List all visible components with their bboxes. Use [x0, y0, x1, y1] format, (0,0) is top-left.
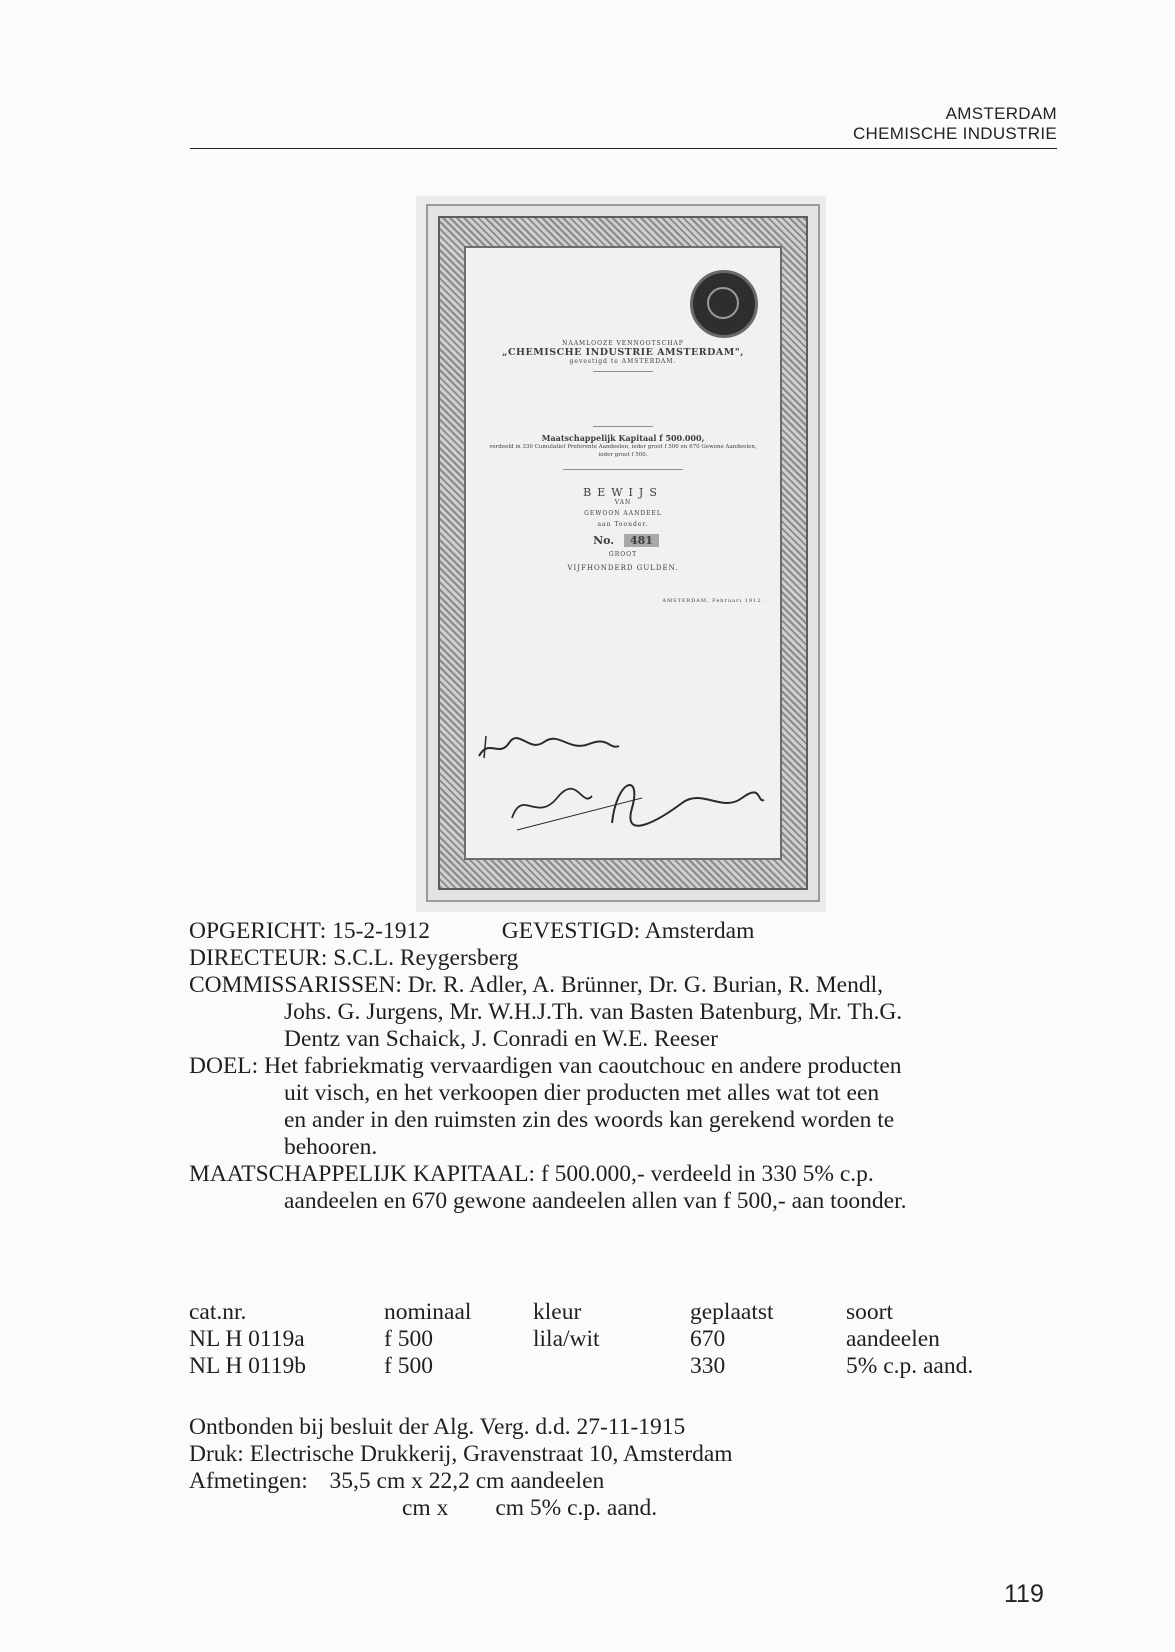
commissarissen-names-3: Dentz van Schaick, J. Conradi en W.E. Reeser — [284, 1026, 718, 1052]
commissarissen-block — [189, 972, 1069, 1053]
cert-amount: VIJFHONDERD GULDEN. — [567, 564, 679, 572]
directeur-line — [189, 945, 1069, 972]
gevestigd-value: Amsterdam — [644, 918, 755, 944]
commissarissen-names-2: Johs. G. Jurgens, Mr. W.H.J.Th. van Basten Batenburg, Mr. Th.G. — [284, 999, 903, 1025]
founding-line — [189, 918, 1069, 945]
cert-number-line — [466, 534, 780, 547]
certificate-body — [464, 246, 782, 860]
cert-capital-split: verdeeld in 330 Cumulatief Preferente Aandeelen, ieder groot f 500 en 670 Gewone Aandeelen, ieder groot f 500. — [489, 444, 757, 458]
doel-block — [189, 1053, 1069, 1161]
cert-place-date: AMSTERDAM, Februari 1912. — [662, 598, 764, 604]
table-header: soort — [846, 1299, 893, 1325]
ontbonden-line: Ontbonden bij besluit der Alg. Verg. d.d. 27-11-1915 — [189, 1414, 686, 1440]
cert-number: 481 — [624, 534, 659, 547]
cert-no-label: No. — [593, 534, 615, 547]
afmetingen-value-1: 35,5 cm x 22,2 cm aandeelen — [329, 1468, 605, 1494]
kapitaal-label: MAATSCHAPPELIJK KAPITAAL: — [189, 1161, 536, 1187]
table-cell: NL H 0119a — [189, 1326, 305, 1352]
table-header: geplaatst — [690, 1299, 774, 1325]
cert-kind: GEWOON AANDEEL — [584, 510, 662, 517]
doel-text-3: en ander in den ruimsten zin des woords kan gerekend worden te — [284, 1107, 895, 1133]
table-cell: f 500 — [384, 1353, 433, 1379]
header-subject: CHEMISCHE INDUSTRIE — [852, 124, 1057, 143]
cert-company-type: NAAMLOOZE VENNOOTSCHAP — [562, 340, 684, 347]
cert-van: VAN — [614, 499, 632, 506]
table-cell: aandeelen — [846, 1326, 940, 1352]
doel-text-4: behooren. — [284, 1134, 378, 1160]
table-header: cat.nr. — [189, 1299, 247, 1325]
commissarissen-line-1 — [189, 972, 1069, 999]
cert-groot: GROOT — [608, 551, 638, 558]
table-row — [189, 1353, 1026, 1380]
cert-bewijs: BEWIJS — [583, 486, 663, 499]
doel-text-2: uit visch, en het verkoopen dier producten met alles wat tot een — [284, 1080, 880, 1106]
table-cell: f 500 — [384, 1326, 433, 1352]
table-header: nominaal — [384, 1299, 472, 1325]
cert-divider — [563, 469, 683, 470]
afmetingen-value-2: cm x cm 5% c.p. aand. — [402, 1495, 658, 1521]
cert-company-name: „CHEMISCHE INDUSTRIE AMSTERDAM", — [502, 347, 744, 358]
doel-text-1: Het fabriekmatig vervaardigen van caoutchouc en andere producten — [264, 1053, 902, 1079]
kapitaal-line-1 — [189, 1161, 1069, 1188]
doel-label: DOEL: — [189, 1053, 259, 1079]
table-cell: 330 — [690, 1353, 726, 1379]
afmetingen-line-1 — [189, 1468, 1069, 1495]
table-cell — [533, 1353, 690, 1380]
running-header — [190, 104, 1057, 149]
table-cell: lila/wit — [533, 1326, 600, 1352]
table-cell: 670 — [690, 1326, 726, 1352]
table-header: kleur — [533, 1299, 582, 1325]
cert-capital: Maatschappelijk Kapitaal f 500.000, — [541, 433, 705, 443]
table-cell: NL H 0119b — [189, 1353, 307, 1379]
kapitaal-text-2: aandeelen en 670 gewone aandeelen allen van f 500,- aan toonder. — [284, 1188, 907, 1214]
commissarissen-names-1: Dr. R. Adler, A. Brünner, Dr. G. Burian, R. Mendl, — [407, 972, 884, 998]
certificate-image — [416, 196, 826, 912]
afmetingen-label: Afmetingen: — [189, 1468, 308, 1494]
page-number: 119 — [1004, 1580, 1044, 1608]
directeur-label: DIRECTEUR: — [189, 945, 328, 971]
kapitaal-text-1: f 500.000,- verdeeld in 330 5% c.p. — [540, 1161, 874, 1187]
opgericht-label: OPGERICHT: — [189, 918, 327, 944]
table-header-row — [189, 1299, 1026, 1326]
cert-bearer: aan Toonder. — [597, 521, 649, 528]
druk-line: Druk: Electrische Drukkerij, Gravenstraat 10, Amsterdam — [189, 1441, 733, 1467]
table-row — [189, 1326, 1026, 1353]
opgericht-value: 15-2-1912 — [332, 918, 431, 944]
signature-commissaris — [474, 728, 624, 768]
company-seal-icon — [690, 270, 758, 338]
commissarissen-label: COMMISSARISSEN: — [189, 972, 402, 998]
header-city: AMSTERDAM — [945, 104, 1057, 123]
doel-line-1 — [189, 1053, 1069, 1080]
catalogue-table — [189, 1299, 1026, 1380]
signature-directeur — [502, 768, 772, 838]
certificate-frame — [426, 204, 820, 902]
table-cell: 5% c.p. aand. — [846, 1353, 974, 1379]
gevestigd-label: GEVESTIGD: — [501, 918, 641, 944]
cert-divider — [593, 371, 653, 372]
cert-seat: gevestigd te AMSTERDAM. — [569, 358, 677, 365]
directeur-value: S.C.L. Reygersberg — [333, 945, 519, 971]
kapitaal-block — [189, 1161, 1069, 1215]
cert-divider — [593, 426, 653, 427]
footer-block — [189, 1414, 1069, 1522]
